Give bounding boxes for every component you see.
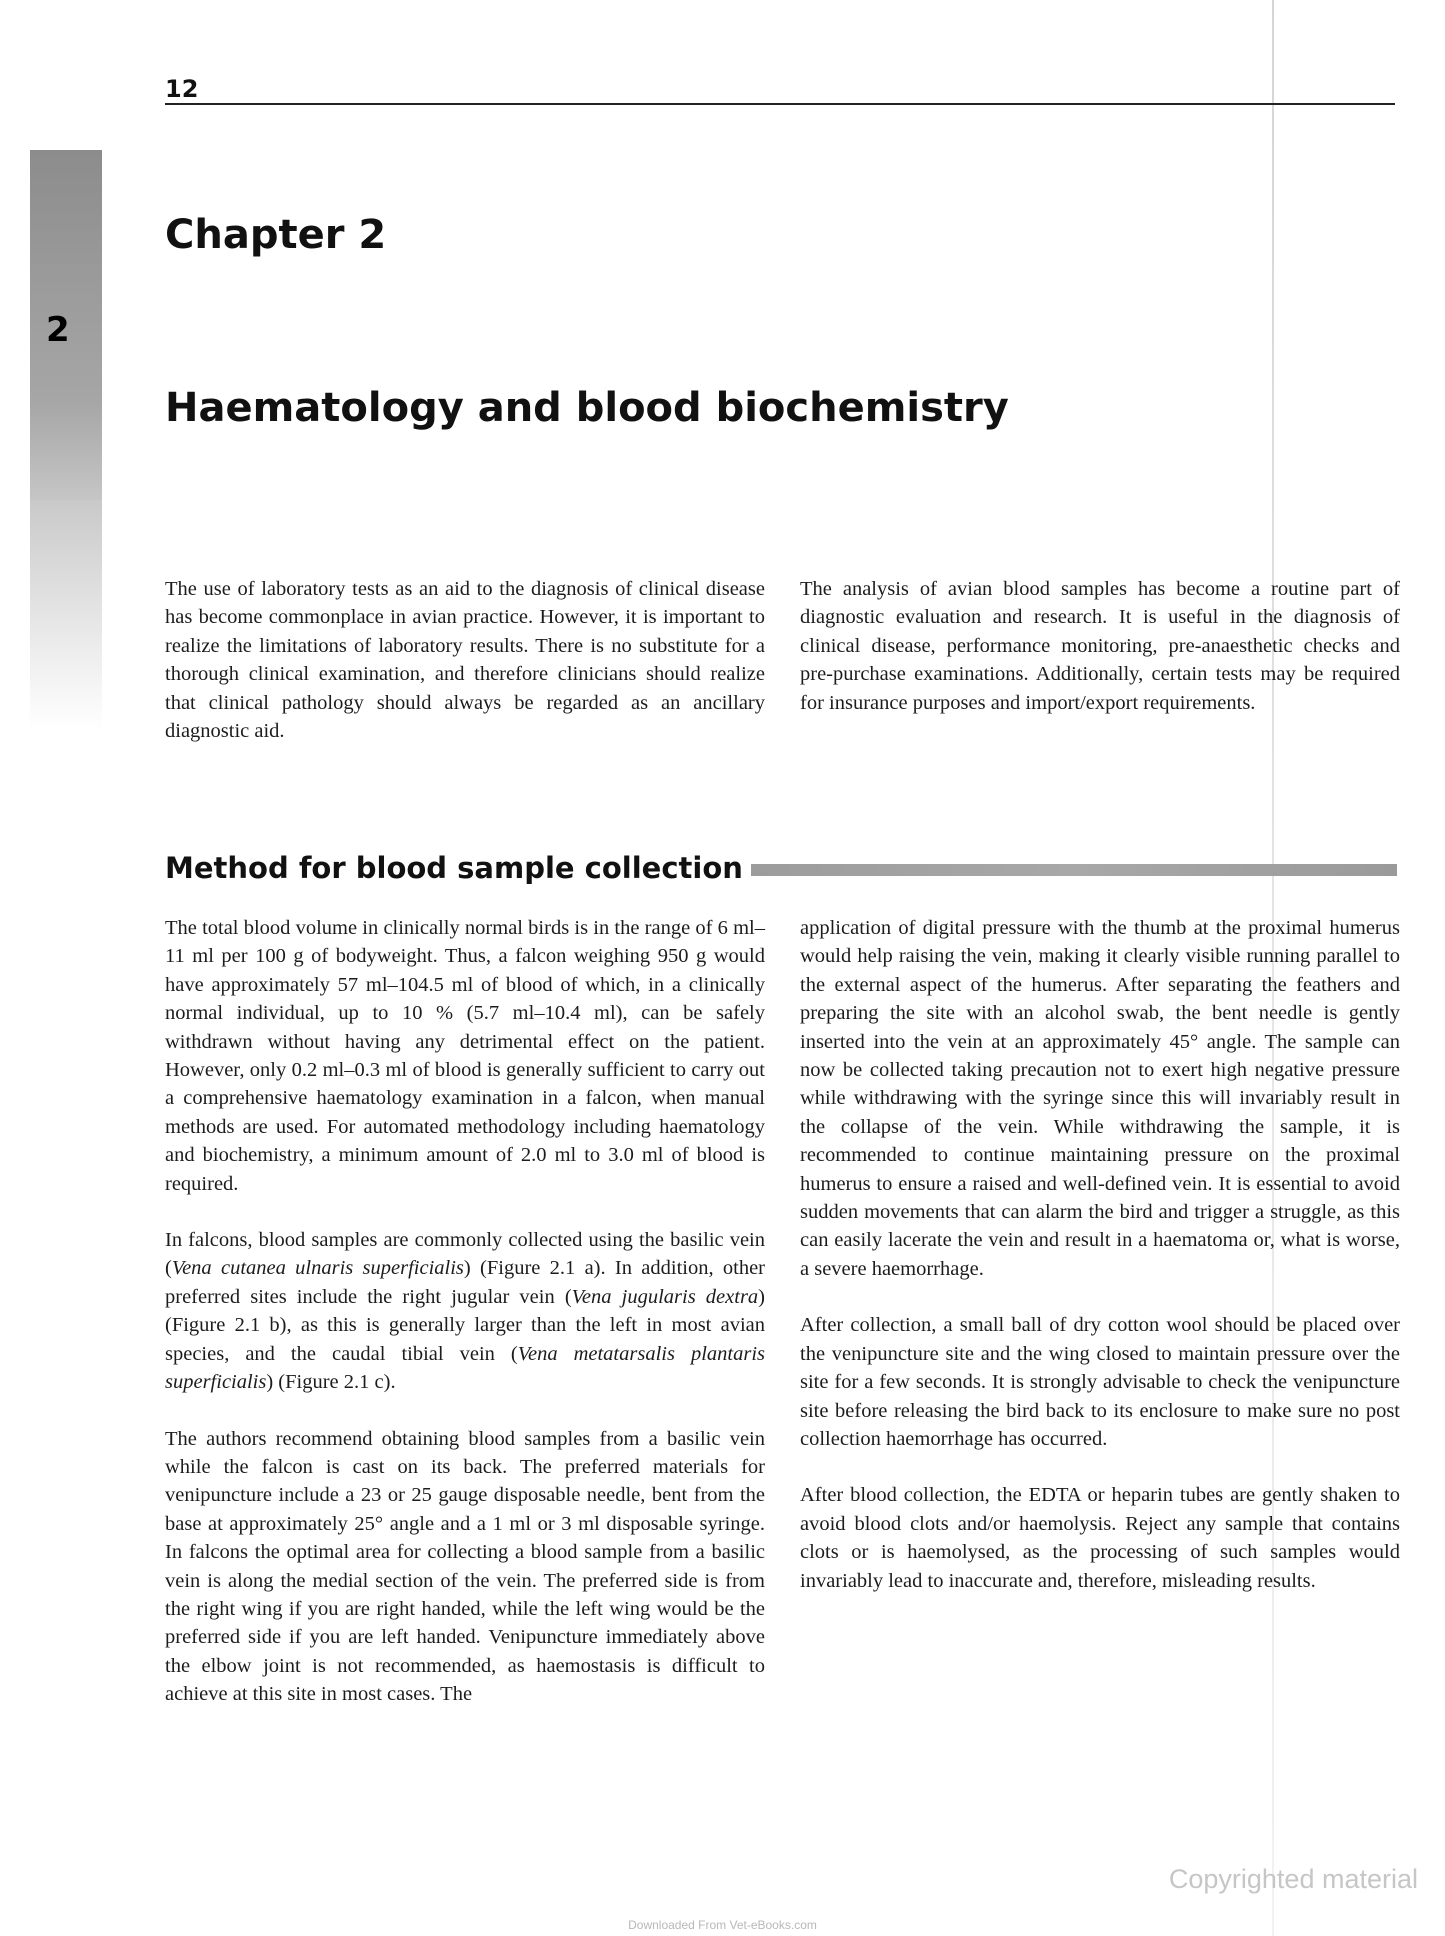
chapter-title: Haematology and blood biochemistry xyxy=(165,385,1009,431)
intro-left-column xyxy=(165,575,765,773)
side-tab-chapter-number: 2 xyxy=(46,310,70,350)
body-right-column xyxy=(800,914,1400,1623)
body-right-paragraph-1: application of digital pressure with the thumb at the proximal humerus would help raising the vein, making it clearly visible running parallel to the external aspect of the humerus. After separating the feathers and preparing the site with an alcohol swab, the bent needle is gently inserted into the vein at an approximately 45° angle. The sample can now be collected taking precaution not to exert high negative pressure while withdrawing with the syringe since this will invariably result in the collapse of the vein. While withdrawing the sample, it is recommended to continue maintaining pressure on the proximal humerus to ensure a raised and well-defined vein. It is essential to avoid sudden movements that can alarm the bird and trigger a struggle, as this can easily lacerate the vein and result in a haematoma or, what is worse, a severe haemorrhage. xyxy=(800,917,1400,1280)
copyright-watermark: Copyrighted material xyxy=(1168,1864,1418,1894)
section-heading-text: Method for blood sample collection xyxy=(165,851,743,885)
section-heading xyxy=(165,848,1397,888)
text-run: ) (Figure 2.1 c). xyxy=(266,1371,396,1394)
text-run: ) (Figure 2.1 a). In addition, other preferred sites include the right jugular vein ( xyxy=(165,1257,766,1308)
section-heading-bar xyxy=(751,864,1397,876)
body-left-column xyxy=(165,914,765,1737)
intro-right-paragraph: The analysis of avian blood samples has become a routine part of diagnostic evaluation and research. It is useful in the diagnosis of clinical disease, performance monitoring, pre-anaesthetic checks and pre-purchase examinations. Additionally, certain tests may be required for insurance purposes and import/export requirements. xyxy=(800,578,1400,714)
body-right-paragraph-3: After blood collection, the EDTA or heparin tubes are gently shaken to avoid blood clots and/or haemolysis. Reject any sample that contains clots or is haemolysed, as the processing of such samples would invariably lead to inaccurate and, therefore, misleading results. xyxy=(800,1484,1400,1592)
text-run: In falcons, blood samples are commonly collected using the basilic vein ( xyxy=(165,1229,765,1280)
body-left-paragraph-3: The authors recommend obtaining blood samples from a basilic vein while the falcon is cast on its back. The preferred materials for venipuncture include a 23 or 25 gauge disposable needle, bent from the base at approximately 25° angle and a 1 ml or 3 ml disposable syringe. In falcons the optimal area for collecting a blood sample from a basilic vein is along the medial section of the vein. The preferred side is from the right wing if you are right handed, while the left wing would be the preferred side if you are left handed. Venipuncture immediately above the elbow joint is not recommended, as haemostasis is difficult to achieve at this site in most cases. The xyxy=(165,1427,765,1706)
intro-left-paragraph: The use of laboratory tests as an aid to the diagnosis of clinical disease has become commonplace in avian practice. However, it is important to realize the limitations of laboratory results. There is no substitute for a thorough clinical examination, and therefore clinicians should realize that clinical pathology should always be regarded as an ancillary diagnostic aid. xyxy=(165,578,765,743)
latin-term: Vena jugularis dextra xyxy=(571,1285,759,1308)
chapter-label: Chapter 2 xyxy=(165,212,387,258)
body-left-paragraph-2 xyxy=(165,1226,765,1396)
header-rule xyxy=(165,103,1395,105)
page-number: 12 xyxy=(165,75,199,103)
text-run: ) (Figure 2.1 b), as this is generally larger than the left in most avian species, and the caudal tibial vein ( xyxy=(165,1285,765,1365)
latin-term: Vena cutanea ulnaris superficialis xyxy=(171,1257,464,1280)
body-right-paragraph-2: After collection, a small ball of dry cotton wool should be placed over the venipuncture site and the wing closed to maintain pressure over the site for a few seconds. It is strongly advisable to check the venipuncture site before releasing the bird back to its enclosure to make sure no post collection haemorrhage has occurred. xyxy=(800,1314,1400,1450)
download-source-footer: Downloaded From Vet-eBooks.com xyxy=(628,1918,817,1932)
chapter-side-tab-fade xyxy=(30,500,102,730)
intro-right-column xyxy=(800,575,1400,745)
body-left-paragraph-1: The total blood volume in clinically normal birds is in the range of 6 ml–11 ml per 100 g of bodyweight. Thus, a falcon weighing 950 g would have approximately 57 ml–104.5 ml of blood of which, in a clinically normal individual, up to 10 % (5.7 ml–10.4 ml), can be safely withdrawn without having any detrimental effect on the patient. However, only 0.2 ml–0.3 ml of blood is generally sufficient to carry out a comprehensive haematology examination in a falcon, when manual methods are used. For automated methodology including haematology and biochemistry, a minimum amount of 2.0 ml to 3.0 ml of blood is required. xyxy=(165,917,765,1195)
latin-term: Vena metatarsalis plantaris superficialis xyxy=(165,1342,765,1394)
